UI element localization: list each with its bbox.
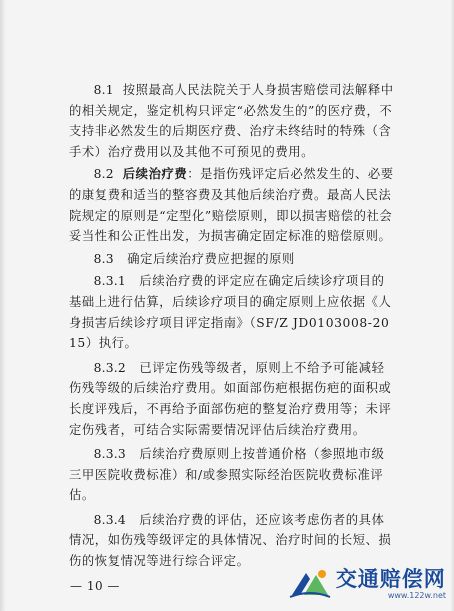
paragraph-text: 后续治疗费的评定应在确定后续诊疗项目的基础上进行估算，后续诊疗项目的确定原则上应依据《人身损害后续诊疗项目评定指南》（SF/Z JD0103008-2015）执行。 <box>69 274 392 351</box>
paragraph-8-3 <box>69 249 395 270</box>
watermark-logo-icon <box>288 567 332 601</box>
page-edge-shadow <box>0 0 6 611</box>
document-body <box>69 80 395 574</box>
site-watermark <box>288 567 446 601</box>
paragraph-text: 确定后续治疗费应把握的原则 <box>127 251 295 266</box>
section-number: 8.3.1 <box>93 274 126 289</box>
section-number: 8.3.4 <box>93 512 126 527</box>
section-number: 8.3 <box>93 251 114 266</box>
watermark-url: www.122w.net <box>387 591 446 600</box>
paragraph-text: 后续治疗费的评估，还应该考虑伤者的具体情况，如伤残等级评定的具体情况、治疗时间的长短、损伤的恢复情况等进行综合评定。 <box>69 512 392 569</box>
page-number: — 10 — <box>70 579 120 593</box>
paragraph-8-1 <box>69 80 395 162</box>
paragraph-text: 按照最高人民法院关于人身损害赔偿司法解释中的相关规定，鉴定机构只评定“必然发生的”的医疗费，不支持非必然发生的后期医疗费、治疗未终结时的特殊（含手术）治疗费用以及其他不可预见的费用。 <box>69 83 394 159</box>
paragraph-8-3-1 <box>69 271 395 353</box>
section-number: 8.3.3 <box>93 447 126 462</box>
section-number: 8.3.2 <box>93 360 126 375</box>
paragraph-8-3-2 <box>69 358 395 440</box>
watermark-text <box>336 567 446 601</box>
section-number: 8.2 <box>93 167 114 182</box>
watermark-title: 交通赔偿网 <box>335 567 446 591</box>
term-label: 后续治疗费 <box>122 166 188 182</box>
paragraph-text: 后续治疗费原则上按普通价格（参照地市级三甲医院收费标准）和/或参照实际经治医院收费标准评估。 <box>69 447 385 503</box>
paragraph-text: ：是指伤残评定后必然发生的、必要的康复费和适当的整容费及其他后续治疗费。最高人民法院规定的原则是“定型化”赔偿原则，即以损害赔偿的社会妥当性和公正性出发，为损害确定固定标准的赔偿原则。 <box>69 167 394 244</box>
paragraph-8-3-3 <box>69 444 395 506</box>
page-edge-shadow <box>450 0 454 611</box>
paragraph-text: 已评定伤残等级者，原则上不给予可能减轻伤残等级的后续治疗费用。如面部伤疤根据伤疤的面积或长度评残后，不再给予面部伤疤的整复治疗费用等；未评定伤残者，可结合实际需要情况评估后续治疗费用。 <box>69 360 392 437</box>
section-number: 8.1 <box>93 83 114 97</box>
paragraph-8-3-4 <box>69 510 395 572</box>
paragraph-8-2 <box>69 164 395 246</box>
